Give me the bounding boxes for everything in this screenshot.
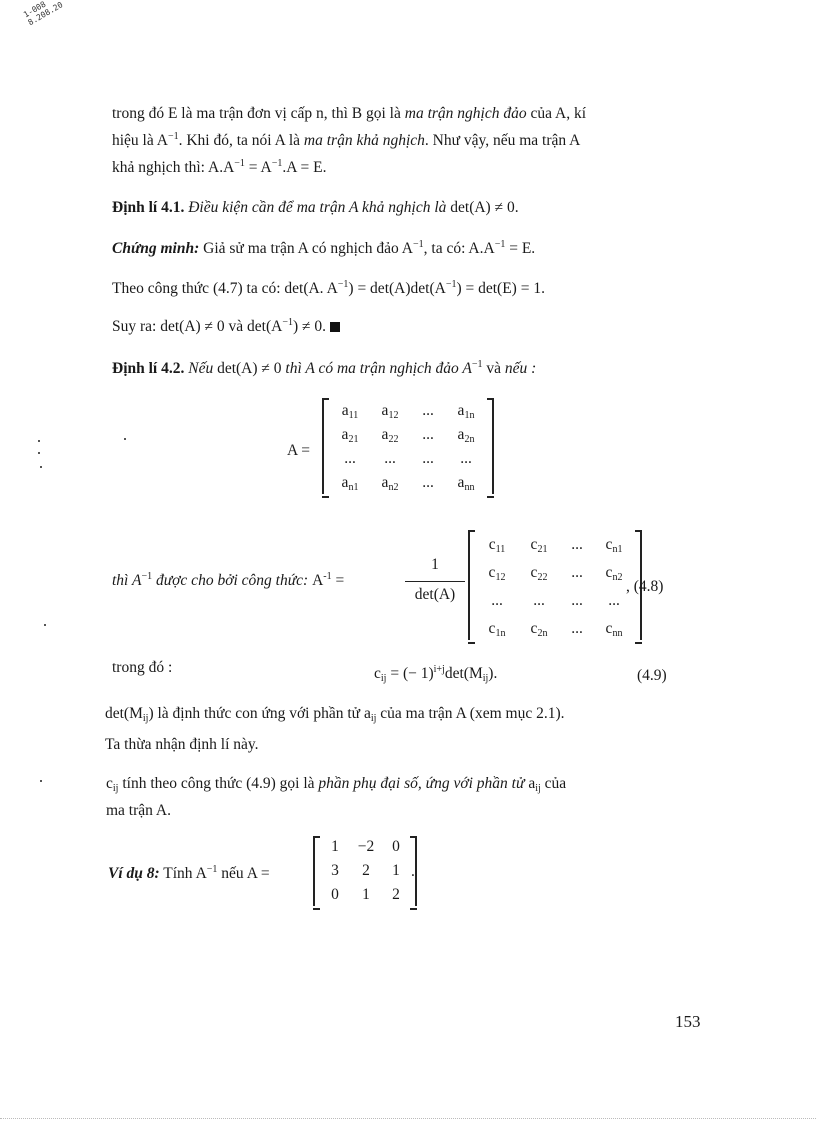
cell-subscript: 12 (388, 410, 399, 421)
superscript: −1 (282, 317, 293, 328)
text: det(M (105, 705, 143, 722)
text: ) = det(A)det(A (348, 280, 446, 297)
example-period: . (411, 863, 415, 880)
text: ) ≠ 0. (293, 318, 327, 335)
text: . Như vậy, nếu ma trận A (424, 132, 581, 149)
term-inverse-matrix: ma trận nghịch đảo (404, 105, 527, 122)
cofactor-term-line2: ma trận A. (106, 802, 171, 819)
superscript: -1 (323, 571, 332, 582)
formula: det(A) ≠ 0. (450, 199, 519, 216)
superscript: −1 (234, 158, 245, 169)
matrix-cell: ... (571, 564, 583, 581)
text: A (312, 572, 324, 589)
superscript: −1 (271, 158, 283, 169)
proof-label: Chứng minh: (112, 240, 200, 257)
matrix-a-lhs: A = (287, 442, 310, 459)
text: hiệu là A (112, 132, 168, 149)
cell-base: c (488, 536, 496, 553)
text: trong đó E là ma trận đơn vị cấp n, thì B gọi là (112, 105, 405, 122)
cell-subscript: 22 (388, 434, 399, 445)
text: Suy ra: det(A) ≠ 0 và det(A (112, 318, 283, 335)
matrix-a (322, 398, 494, 494)
matrix-cell: ... (608, 592, 620, 609)
text: được cho bởi công thức: (152, 572, 313, 589)
text: c (106, 775, 113, 792)
matrix-cell (370, 402, 410, 420)
cell-base: c (488, 620, 496, 637)
proof-line2 (112, 279, 545, 299)
page-number: 153 (675, 1012, 701, 1031)
scan-speck (44, 624, 46, 626)
text: nếu : (504, 360, 537, 377)
cell-base: c (605, 620, 613, 637)
text: = (− 1) (386, 665, 434, 682)
text: ). (488, 665, 498, 682)
text: = E. (505, 240, 536, 257)
text: , ta có: A.A (423, 240, 495, 257)
library-stamp: 1-008 8.208.20 (22, 0, 65, 28)
text: của A, kí (526, 105, 586, 122)
scan-speck (38, 440, 40, 442)
matrix-cell (518, 536, 560, 554)
superscript: −1 (141, 571, 153, 582)
matrix-cell: 3 (331, 862, 339, 879)
example-matrix (313, 836, 417, 906)
accept-theorem: Ta thừa nhận định lí này. (105, 736, 259, 753)
matrix-cell: ... (422, 426, 434, 443)
cell-subscript: 11 (348, 410, 359, 421)
matrix-cell: ... (571, 620, 583, 637)
matrix-cell: ... (460, 450, 472, 467)
minor-description (105, 704, 565, 724)
cell-base: c (488, 564, 496, 581)
cell-subscript: 22 (537, 572, 548, 583)
scan-edge (0, 1118, 816, 1119)
inverse-formula-intro (112, 571, 344, 591)
theorem-label: Định lí 4.1. (112, 199, 185, 216)
matrix-cell: ... (533, 592, 545, 609)
superscript: −1 (206, 864, 218, 875)
text: thì A (112, 572, 142, 589)
term-cofactor: phần phụ đại số, ứng với phần tử (318, 775, 525, 792)
fraction-bar (405, 581, 465, 582)
matrix-cofactors (468, 530, 642, 640)
superscript: −1 (413, 239, 424, 250)
scan-speck (40, 466, 42, 468)
text: Theo công thức (4.7) ta có: det(A. A (112, 280, 338, 297)
matrix-cell (518, 620, 560, 638)
matrix-cell (330, 426, 370, 444)
superscript: −1 (337, 279, 349, 290)
cell-base: c (530, 564, 538, 581)
matrix-cell (370, 426, 410, 444)
text: tính theo công thức (4.9) gọi là (118, 775, 319, 792)
subscript: ij (370, 713, 377, 724)
proof-line1 (112, 239, 535, 259)
superscript: −1 (445, 279, 457, 290)
matrix-cell: ... (571, 592, 583, 609)
text: của (540, 775, 567, 792)
para1-line2 (112, 131, 580, 151)
matrix-cell: 1 (362, 886, 370, 903)
cofactor-label: trong đó : (112, 659, 173, 676)
subscript: ij (112, 783, 119, 794)
theorem-label: Định lí 4.2. (112, 360, 185, 377)
matrix-cell: 2 (392, 886, 400, 903)
matrix-cell (446, 426, 486, 444)
subscript: ij (535, 783, 541, 794)
formula: det(A) ≠ 0 (217, 360, 282, 377)
matrix-cell (518, 564, 560, 582)
matrix-cell: 0 (331, 886, 339, 903)
matrix-cell: ... (344, 450, 356, 467)
matrix-cell: ... (422, 402, 434, 419)
matrix-cell (446, 474, 486, 492)
para1-line1 (112, 104, 586, 124)
text: det(M (444, 665, 483, 682)
text: a (524, 775, 536, 792)
example-label: Ví dụ 8: (108, 865, 160, 882)
matrix-cell (330, 402, 370, 420)
text: của ma trận A (xem mục 2.1). (376, 705, 565, 722)
cell-base: a (341, 402, 349, 419)
cell-base: c (530, 536, 538, 553)
equation-tag-4-8: , (4.8) (626, 578, 664, 595)
theorem-text: Điều kiện cần để ma trận A khả nghịch là (184, 199, 451, 216)
text: và (482, 360, 505, 377)
scan-speck (38, 452, 40, 454)
cell-subscript: n1 (348, 482, 359, 493)
matrix-cell: ... (384, 450, 396, 467)
matrix-cell: 1 (331, 838, 339, 855)
matrix-cell: 0 (392, 838, 400, 855)
matrix-cell (370, 474, 410, 492)
superscript: −1 (494, 239, 506, 250)
text: Tính A (159, 865, 207, 882)
cell-base: a (381, 426, 389, 443)
text: = A (244, 159, 272, 176)
cofactor-term-line1 (106, 774, 566, 794)
text: .A = E. (282, 159, 327, 176)
cell-base: a (381, 402, 389, 419)
cell-subscript: 21 (348, 434, 359, 445)
cell-base: a (341, 474, 349, 491)
matrix-cell: ... (571, 536, 583, 553)
cell-subscript: 1n (495, 628, 506, 639)
matrix-cell (476, 620, 518, 638)
matrix-cell (330, 474, 370, 492)
example-8 (108, 864, 270, 884)
cell-base: c (530, 620, 538, 637)
text: khả nghịch thì: A.A (112, 159, 235, 176)
theorem-4-1 (112, 198, 519, 218)
cell-subscript: n2 (388, 482, 399, 493)
proof-line3 (112, 317, 340, 337)
fraction-denominator: det(A) (414, 586, 456, 603)
cell-subscript: 2n (537, 628, 548, 639)
cofactor-formula (374, 664, 497, 684)
text: c (374, 665, 381, 682)
fraction-numerator: 1 (431, 556, 439, 573)
text: nếu A = (217, 865, 270, 882)
theorem-4-2 (112, 359, 536, 379)
matrix-cell (476, 564, 518, 582)
cell-base: c (605, 564, 613, 581)
matrix-cell (476, 536, 518, 554)
cell-base: a (457, 426, 465, 443)
matrix-cell: 2 (362, 862, 370, 879)
text: ) = det(E) = 1. (456, 280, 545, 297)
cell-subscript: 11 (495, 544, 506, 555)
qed-square-icon (330, 322, 340, 332)
subscript: ij (482, 673, 489, 684)
superscript: −1 (471, 359, 483, 370)
subscript: ij (380, 673, 387, 684)
cell-base: a (341, 426, 349, 443)
cell-subscript: 21 (537, 544, 548, 555)
matrix-cell: −2 (357, 838, 375, 855)
cell-subscript: 12 (495, 572, 506, 583)
cell-subscript: nn (612, 628, 623, 639)
matrix-cell (594, 620, 634, 638)
superscript: −1 (167, 131, 179, 142)
cell-subscript: n2 (612, 572, 623, 583)
text: = (331, 572, 345, 589)
equation-tag-4-9: (4.9) (637, 667, 667, 684)
cell-subscript: 1n (464, 410, 475, 421)
cell-base: a (457, 474, 465, 491)
matrix-cell: ... (422, 450, 434, 467)
cell-base: a (381, 474, 389, 491)
matrix-cell (594, 536, 634, 554)
cell-base: a (457, 402, 465, 419)
text: Nếu (184, 360, 218, 377)
term-invertible-matrix: ma trận khả nghịch (303, 132, 425, 149)
cell-subscript: 2n (464, 434, 475, 445)
superscript: i+j (433, 664, 445, 675)
text: thì A có ma trận nghịch đảo A (281, 360, 472, 377)
text: . Khi đó, ta nói A là (178, 132, 304, 149)
para1-line3 (112, 158, 326, 178)
matrix-cell: ... (491, 592, 503, 609)
scan-speck (40, 780, 42, 782)
cell-subscript: nn (464, 482, 475, 493)
matrix-cell: ... (422, 474, 434, 491)
matrix-cell (446, 402, 486, 420)
matrix-cell: 1 (392, 862, 400, 879)
subscript: ij (142, 713, 149, 724)
cell-subscript: n1 (612, 544, 623, 555)
text: Giả sử ma trận A có nghịch đảo A (199, 240, 414, 257)
scan-speck (124, 438, 126, 440)
cell-base: c (605, 536, 613, 553)
text: ) là định thức con ứng với phần tử a (148, 705, 371, 722)
